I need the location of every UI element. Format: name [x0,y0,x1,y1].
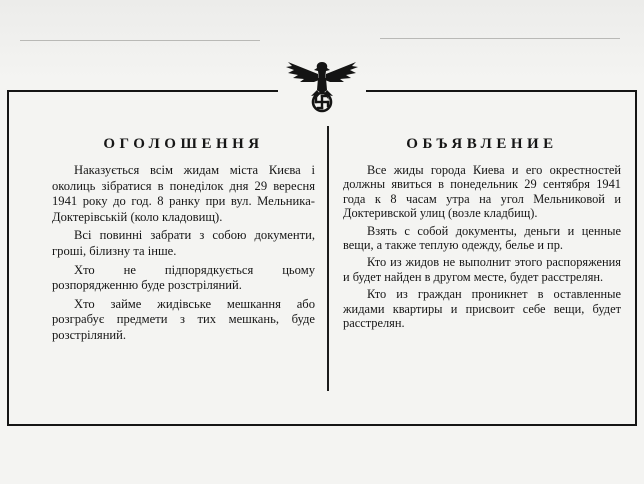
ukrainian-column [52,136,315,347]
column-divider [327,126,329,391]
ukrainian-paragraph: Всі повинні забрати з собою документи, гроші, білизну та інше. [52,228,315,258]
bleed-through-line [380,38,620,39]
russian-paragraph: Взять с собой документы, деньги и ценные вещи, а также теплую одежду, белье и пр. [343,223,621,253]
bleed-through-line [20,40,260,41]
russian-paragraph: Кто из граждан проникнет в оставленные жидами квартиры и присвоит себе вещи, будет расстрелян. [343,287,621,331]
russian-paragraph: Кто из жидов не выполнит этого распоряжения и будет найден в другом месте, будет расстрелян. [343,255,621,284]
ukrainian-title: ОГОЛОШЕННЯ [103,136,264,152]
russian-title: ОБЪЯВЛЕНИЕ [406,136,558,152]
russian-column [343,136,621,333]
russian-paragraph: Все жиды города Киева и его окрестностей должны явиться в понедельник 29 сентября 1941 года к 8 часам утра на угол Мельниковой и Доктеривской улиц (возле кладбищ). [343,163,621,221]
ukrainian-paragraph: Хто займе жидівське мешкання або розграбує предмети з тих мешкань, буде розстріляний. [52,296,315,342]
ukrainian-paragraph: Хто не підпорядкується цьому розпорядженню буде розстріляний. [52,262,315,293]
ukrainian-paragraph: Наказується всім жидам міста Києва і околиць зібратися в понеділок дня 29 вересня 1941 року до год. 8 ранку при вул. Мельника-Доктерівській (коло кладовищ). [52,163,315,224]
eagle-emblem-icon [284,56,360,114]
